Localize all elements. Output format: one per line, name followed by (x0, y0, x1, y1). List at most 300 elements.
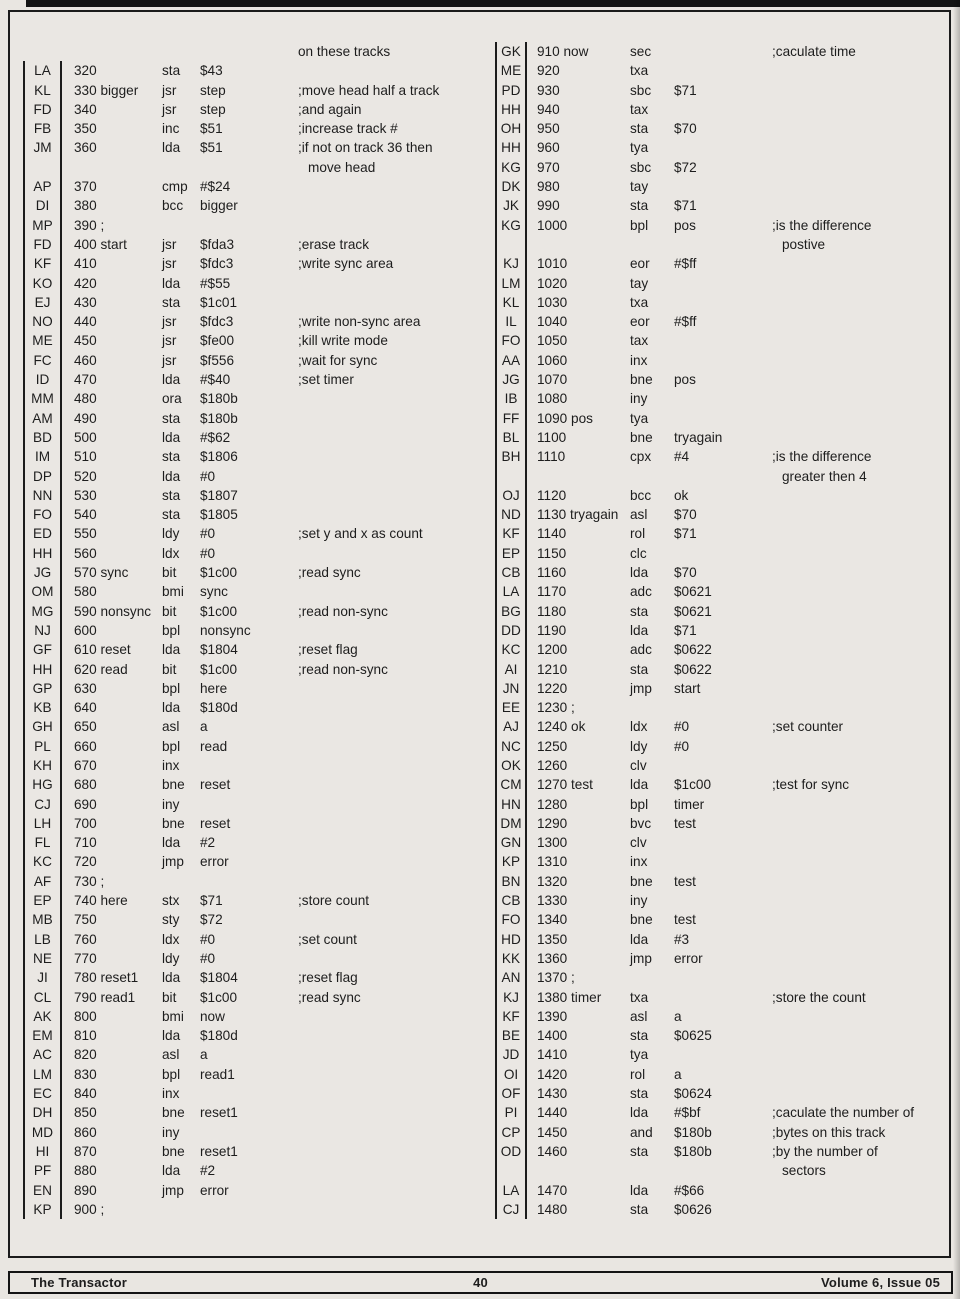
checksum-code: LA (495, 1181, 527, 1200)
opcode: lda (162, 275, 181, 291)
listing-row (495, 930, 953, 949)
checksum-code: OM (23, 582, 62, 601)
listing-row (495, 177, 953, 196)
line-number-label: 600 (74, 622, 97, 638)
opcode: bne (630, 372, 653, 388)
operand: $71 (674, 82, 697, 98)
opcode: bne (630, 873, 653, 889)
opcode: rol (630, 1066, 646, 1082)
checksum-code: KG (495, 158, 527, 177)
checksum-code: HH (23, 544, 62, 563)
line-number-label: 330 bigger (74, 82, 139, 98)
opcode: sta (630, 121, 649, 137)
checksum-code: FC (23, 351, 62, 370)
listing-row (23, 177, 483, 196)
listing-row (495, 524, 953, 543)
operand: $1c00 (200, 989, 238, 1005)
operand: $70 (674, 121, 697, 137)
listing-row (23, 61, 483, 80)
listing-row (23, 891, 483, 910)
listing-row (23, 1181, 483, 1200)
line-number-label: 1070 (537, 372, 568, 388)
line-number-label: 850 (74, 1105, 97, 1121)
operand: $1806 (200, 449, 238, 465)
operand: pos (674, 217, 696, 233)
line-number-label: 380 (74, 198, 97, 214)
opcode: rol (630, 526, 646, 542)
opcode: txa (630, 63, 649, 79)
checksum-code: IB (495, 389, 527, 408)
line-number-label: 1280 (537, 796, 568, 812)
listing-row (495, 351, 953, 370)
opcode: sta (630, 1201, 649, 1217)
opcode: inx (630, 352, 648, 368)
checksum-code: KL (495, 293, 527, 312)
listing-row (495, 409, 953, 428)
listing-row (23, 717, 483, 736)
operand: step (200, 82, 226, 98)
line-number-label: 1230 ; (537, 700, 575, 716)
line-number-label: 470 (74, 372, 97, 388)
checksum-code: JG (23, 563, 62, 582)
opcode: bne (630, 912, 653, 928)
listing-row (23, 274, 483, 293)
opcode: jmp (162, 1182, 184, 1198)
listing-row (23, 158, 483, 177)
opcode: asl (162, 719, 180, 735)
listing-row (23, 196, 483, 215)
line-number-label: 1030 (537, 294, 568, 310)
checksum-code: ME (23, 331, 62, 350)
comment: ;reset flag (298, 970, 358, 986)
line-number-label: 740 here (74, 893, 128, 909)
opcode: inx (162, 1086, 180, 1102)
line-number-label: 750 (74, 912, 97, 928)
listing-row (23, 1161, 483, 1180)
line-number-label: 410 (74, 256, 97, 272)
line-number-label: 980 (537, 179, 560, 195)
listing-row (23, 910, 483, 929)
checksum-code: JI (23, 968, 62, 987)
listing-row (495, 891, 953, 910)
checksum-code: FD (23, 100, 62, 119)
operand: #0 (200, 526, 216, 542)
opcode: and (630, 1124, 653, 1140)
opcode: bpl (630, 796, 649, 812)
checksum-code: NJ (23, 621, 62, 640)
checksum-code: PF (23, 1161, 62, 1180)
listing-row (495, 235, 953, 254)
operand: $72 (674, 159, 697, 175)
operand: $0621 (674, 584, 712, 600)
operand: $0624 (674, 1086, 712, 1102)
checksum-code (23, 42, 62, 61)
opcode: sec (630, 44, 652, 59)
line-number-label: 1470 (537, 1182, 568, 1198)
listing-row (23, 42, 483, 61)
checksum-code: MB (23, 910, 62, 929)
listing-row (23, 1065, 483, 1084)
checksum-code: KJ (495, 988, 527, 1007)
line-number-label: 390 ; (74, 217, 105, 233)
line-number-label: 960 (537, 140, 560, 156)
listing-row (23, 602, 483, 621)
opcode: bvc (630, 815, 652, 831)
listing-row (23, 1026, 483, 1045)
opcode: asl (630, 507, 648, 523)
footer-page-number: 40 (473, 1275, 488, 1290)
opcode: lda (630, 622, 649, 638)
line-number-label: 1160 (537, 565, 567, 581)
line-number-label: 360 (74, 140, 97, 156)
operand: $0622 (674, 661, 712, 677)
operand: a (200, 1047, 208, 1063)
listing-row (23, 795, 483, 814)
opcode: lda (162, 700, 181, 716)
checksum-code: HH (495, 100, 527, 119)
listing-column-right (495, 42, 953, 1219)
opcode: ldy (162, 526, 180, 542)
opcode: cpx (630, 449, 652, 465)
line-number-label: 1210 (537, 661, 568, 677)
opcode: ldx (162, 931, 180, 947)
line-number-label: 1270 test (537, 777, 593, 793)
opcode: jsr (162, 236, 177, 252)
line-number-label: 1380 timer (537, 989, 602, 1005)
listing-row (23, 660, 483, 679)
checksum-code: EP (495, 544, 527, 563)
listing-row (495, 717, 953, 736)
opcode: eor (630, 314, 650, 330)
line-number-label: 870 (74, 1143, 97, 1159)
listing-row (23, 698, 483, 717)
line-number-label: 940 (537, 101, 560, 117)
line-number-label: 1240 ok (537, 719, 586, 735)
listing-row (495, 312, 953, 331)
listing-row (495, 968, 953, 987)
opcode: jsr (162, 352, 177, 368)
line-number-label: 670 (74, 757, 97, 773)
line-number-label: 1150 (537, 545, 567, 561)
comment: ;set counter (772, 719, 844, 735)
operand: $71 (200, 893, 223, 909)
comment: ;bytes on this track (772, 1124, 886, 1140)
opcode: lda (162, 429, 181, 445)
listing-row (495, 119, 953, 138)
opcode: sta (630, 1028, 649, 1044)
listing-row (23, 254, 483, 273)
listing-row (23, 679, 483, 698)
opcode: lda (162, 970, 181, 986)
checksum-code: GH (23, 717, 62, 736)
checksum-code: IM (23, 447, 62, 466)
listing-row (23, 409, 483, 428)
operand: step (200, 101, 226, 117)
opcode: bne (630, 429, 653, 445)
line-number-label: 1220 (537, 680, 568, 696)
checksum-code: CJ (495, 1200, 527, 1219)
opcode: lda (630, 1105, 649, 1121)
listing-row (495, 833, 953, 852)
comment: sectors (782, 1163, 826, 1179)
checksum-code: AP (23, 177, 62, 196)
operand: $43 (200, 63, 223, 79)
checksum-code: DD (495, 621, 527, 640)
checksum-code: AF (23, 872, 62, 891)
listing-row (495, 582, 953, 601)
comment: ;reset flag (298, 642, 358, 658)
line-number-label: 610 reset (74, 642, 131, 658)
opcode: tya (630, 1047, 649, 1063)
listing-row (495, 737, 953, 756)
line-number-label: 500 (74, 429, 97, 445)
opcode: inx (162, 757, 180, 773)
listing-row (23, 640, 483, 659)
listing-row (495, 563, 953, 582)
listing-row (495, 679, 953, 698)
opcode: jsr (162, 314, 177, 330)
operand: #$24 (200, 179, 231, 195)
comment: ;kill write mode (298, 333, 388, 349)
listing-row (495, 467, 953, 486)
comment: ;write sync area (298, 256, 394, 272)
checksum-code: KB (23, 698, 62, 717)
checksum-code: LB (23, 930, 62, 949)
opcode: bne (162, 1143, 185, 1159)
checksum-code: HI (23, 1142, 62, 1161)
checksum-code: JN (495, 679, 527, 698)
checksum-code: BL (495, 428, 527, 447)
operand: $1c00 (200, 661, 238, 677)
operand: #0 (200, 468, 216, 484)
operand: $0622 (674, 642, 712, 658)
operand: $f556 (200, 352, 235, 368)
operand: $0625 (674, 1028, 712, 1044)
opcode: sta (162, 487, 181, 503)
listing-row (23, 428, 483, 447)
operand: $1807 (200, 487, 238, 503)
opcode: txa (630, 294, 649, 310)
operand: #$bf (674, 1105, 701, 1121)
checksum-code: KF (495, 1007, 527, 1026)
opcode: iny (162, 1124, 180, 1140)
checksum-code: NC (495, 737, 527, 756)
operand: read (200, 738, 228, 754)
comment: ;move head half a track (298, 82, 440, 98)
listing-row (495, 1181, 953, 1200)
line-number-label: 880 (74, 1163, 97, 1179)
line-number-label: 660 (74, 738, 97, 754)
operand: $1c00 (200, 603, 238, 619)
comment: ;store count (298, 893, 370, 909)
listing-row (495, 775, 953, 794)
operand: $180d (200, 700, 238, 716)
opcode: lda (630, 565, 649, 581)
line-number-label: 480 (74, 391, 97, 407)
listing-row (495, 988, 953, 1007)
checksum-code: GF (23, 640, 62, 659)
operand: start (674, 680, 701, 696)
checksum-code: KP (495, 852, 527, 871)
opcode: bcc (162, 198, 184, 214)
opcode: asl (162, 1047, 180, 1063)
line-number-label: 810 (74, 1028, 97, 1044)
listing-row (23, 756, 483, 775)
opcode: jsr (162, 101, 177, 117)
operand: #3 (674, 931, 690, 947)
listing-row (495, 42, 953, 61)
checksum-code: KC (495, 640, 527, 659)
line-number-label: 540 (74, 507, 97, 523)
line-number-label: 570 sync (74, 565, 129, 581)
opcode: sta (630, 1143, 649, 1159)
operand: error (200, 1182, 229, 1198)
opcode: ldx (630, 719, 648, 735)
checksum-code: PD (495, 81, 527, 100)
opcode: clv (630, 757, 647, 773)
checksum-code: GP (23, 679, 62, 698)
line-number-label: 560 (74, 545, 97, 561)
listing-row (23, 312, 483, 331)
comment: on these tracks (298, 44, 391, 59)
checksum-code: KF (495, 524, 527, 543)
operand: #0 (200, 545, 216, 561)
listing-row (495, 1103, 953, 1122)
line-number-label: 1130 tryagain (537, 507, 619, 523)
checksum-code: ND (495, 505, 527, 524)
comment: ;read sync (298, 989, 361, 1005)
opcode: bit (162, 661, 177, 677)
opcode: lda (162, 835, 181, 851)
line-number-label: 1180 (537, 603, 567, 619)
listing-row (495, 274, 953, 293)
line-number-label: 680 (74, 777, 97, 793)
listing-row (23, 1084, 483, 1103)
opcode: ldy (162, 950, 180, 966)
line-number-label: 1300 (537, 835, 568, 851)
checksum-code: FB (23, 119, 62, 138)
checksum-code: KH (23, 756, 62, 775)
checksum-code: KC (23, 852, 62, 871)
line-number-label: 520 (74, 468, 97, 484)
comment: ;test for sync (772, 777, 850, 793)
listing-row (495, 1084, 953, 1103)
checksum-code: JG (495, 370, 527, 389)
operand: $72 (200, 912, 223, 928)
checksum-code: MG (23, 602, 62, 621)
checksum-code: AC (23, 1045, 62, 1064)
operand: $51 (200, 140, 223, 156)
opcode: sta (630, 661, 649, 677)
opcode: clc (630, 545, 647, 561)
operand: #$ff (674, 256, 697, 272)
comment: ;set y and x as count (298, 526, 423, 542)
listing-row (495, 756, 953, 775)
listing-row (495, 138, 953, 157)
checksum-code: CB (495, 891, 527, 910)
listing-row (23, 467, 483, 486)
checksum-code: KJ (495, 254, 527, 273)
checksum-code: EE (495, 698, 527, 717)
listing-row (495, 852, 953, 871)
listing-row (495, 100, 953, 119)
opcode: lda (630, 1182, 649, 1198)
operand: $fdc3 (200, 314, 234, 330)
listing-row (495, 331, 953, 350)
listing-row (495, 1123, 953, 1142)
listing-row (23, 930, 483, 949)
line-number-label: 460 (74, 352, 97, 368)
listing-row (23, 293, 483, 312)
operand: #$55 (200, 275, 231, 291)
line-number-label: 1430 (537, 1086, 568, 1102)
line-number-label: 1440 (537, 1105, 568, 1121)
listing-column-left (23, 42, 483, 1219)
listing-row (495, 872, 953, 891)
opcode: bne (162, 777, 185, 793)
operand: reset1 (200, 1105, 238, 1121)
opcode: bpl (162, 738, 181, 754)
listing-row (23, 389, 483, 408)
checksum-code: BE (495, 1026, 527, 1045)
checksum-code: FF (495, 409, 527, 428)
operand: a (200, 719, 208, 735)
comment: ;if not on track 36 then (298, 140, 433, 156)
listing-row (23, 505, 483, 524)
opcode: tax (630, 333, 649, 349)
comment: ;read non-sync (298, 661, 388, 677)
listing-row (495, 795, 953, 814)
line-number-label: 1110 (537, 449, 566, 465)
listing-row (495, 505, 953, 524)
line-number-label: 1010 (537, 256, 568, 272)
checksum-code: AM (23, 409, 62, 428)
line-number-label: 860 (74, 1124, 97, 1140)
line-number-label: 490 (74, 410, 97, 426)
footer-journal-name: The Transactor (31, 1275, 127, 1290)
opcode: clv (630, 835, 647, 851)
operand: test (674, 815, 696, 831)
listing-row (23, 1142, 483, 1161)
listing-row (23, 968, 483, 987)
line-number-label: 630 (74, 680, 97, 696)
opcode: bpl (630, 217, 649, 233)
line-number-label: 440 (74, 314, 97, 330)
line-number-label: 370 (74, 179, 97, 195)
checksum-code: FD (23, 235, 62, 254)
opcode: bpl (162, 622, 181, 638)
opcode: sta (630, 1086, 649, 1102)
operand: test (674, 873, 696, 889)
checksum-code: ME (495, 61, 527, 80)
listing-row (23, 100, 483, 119)
checksum-code: OK (495, 756, 527, 775)
operand: error (674, 950, 703, 966)
line-number-label: 640 (74, 700, 97, 716)
line-number-label: 840 (74, 1086, 97, 1102)
checksum-code: CP (495, 1123, 527, 1142)
line-number-label: 1260 (537, 757, 568, 773)
checksum-code: DM (495, 814, 527, 833)
opcode: bne (162, 1105, 185, 1121)
checksum-code: KL (23, 81, 62, 100)
listing-row (23, 331, 483, 350)
listing-row (23, 524, 483, 543)
opcode: lda (162, 468, 181, 484)
opcode: iny (630, 391, 648, 407)
opcode: bpl (162, 680, 181, 696)
comment: ;read non-sync (298, 603, 388, 619)
